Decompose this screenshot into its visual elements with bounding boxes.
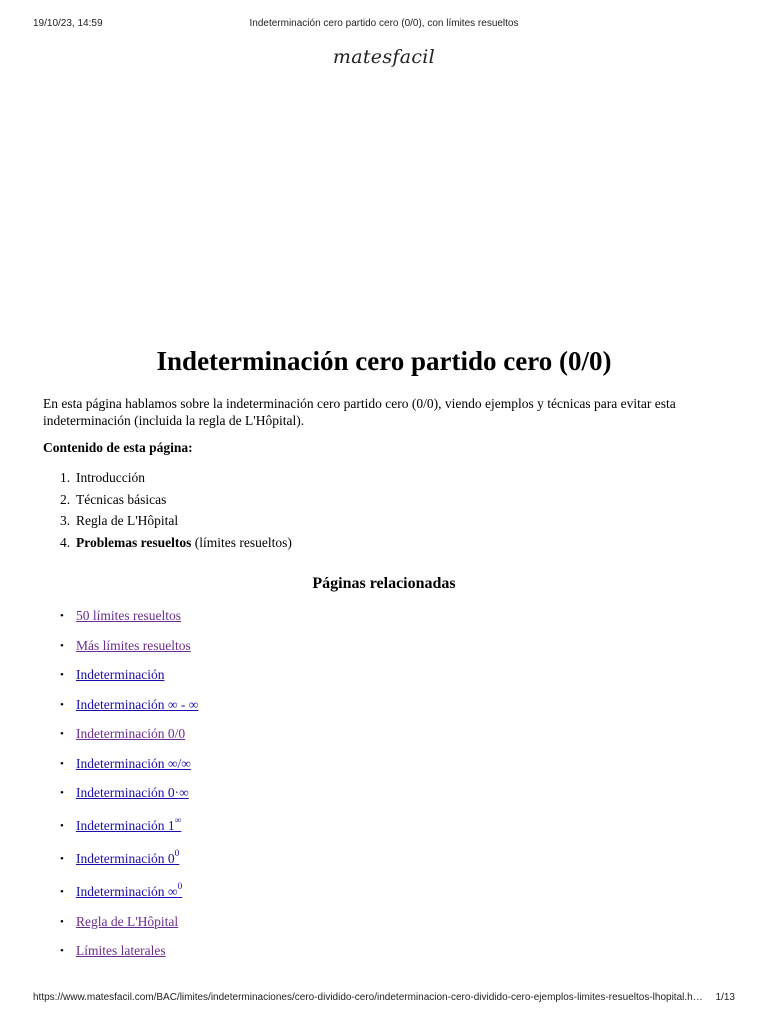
site-logo[interactable]: matesfacil bbox=[332, 46, 436, 68]
bullet-icon: • bbox=[60, 639, 64, 652]
related-page-item bbox=[60, 725, 185, 743]
print-page-number: 1/13 bbox=[715, 992, 735, 1003]
related-page-item bbox=[60, 607, 181, 625]
related-link-text: Más límites resueltos bbox=[76, 637, 191, 653]
bullet-icon: • bbox=[60, 757, 64, 770]
toc-label[interactable]: Regla de L'Hôpital bbox=[76, 513, 179, 528]
related-link-text: Límites laterales bbox=[76, 943, 166, 958]
toc-number: 2. bbox=[60, 491, 71, 507]
related-page-item bbox=[60, 913, 178, 931]
bullet-icon: • bbox=[60, 820, 64, 832]
related-link-text: Indeterminación 0 bbox=[76, 851, 175, 866]
toc-number: 1. bbox=[60, 470, 71, 485]
related-page-link[interactable] bbox=[76, 943, 166, 958]
related-page-link[interactable] bbox=[76, 914, 178, 929]
bullet-icon: • bbox=[60, 945, 64, 957]
print-header bbox=[0, 18, 768, 32]
print-url: https://www.matesfacil.com/BAC/limites/indeterminaciones/cero-dividido-cero/indeterminacion-cero-dividido-cero-ejemplos-limites-resueltos-lhopital.h… bbox=[33, 992, 703, 1003]
related-link-superscript: ∞ bbox=[174, 816, 182, 826]
related-link-text: 50 límites resueltos bbox=[76, 608, 181, 623]
related-link-text: Indeterminación ∞/∞ bbox=[76, 755, 191, 771]
related-page-link[interactable] bbox=[76, 608, 181, 623]
related-page-item bbox=[60, 883, 182, 901]
toc-item-lhopital[interactable] bbox=[60, 513, 292, 535]
print-footer bbox=[0, 992, 768, 1006]
print-page-title: Indeterminación cero partido cero (0/0), con límites resueltos bbox=[249, 18, 519, 29]
toc-number: 3. bbox=[60, 513, 71, 528]
bullet-icon: • bbox=[60, 610, 64, 622]
related-page-item bbox=[60, 942, 166, 960]
bullet-icon: • bbox=[60, 698, 64, 711]
related-link-superscript: 0 bbox=[174, 849, 180, 859]
related-page-link[interactable] bbox=[76, 818, 181, 833]
toc-number: 4. bbox=[60, 534, 71, 550]
bullet-icon: • bbox=[60, 886, 64, 898]
related-page-link[interactable] bbox=[76, 785, 189, 800]
related-page-item bbox=[60, 666, 164, 684]
related-pages-heading: Páginas relacionadas bbox=[312, 575, 456, 592]
related-page-link[interactable] bbox=[76, 756, 191, 771]
print-date: 19/10/23, 14:59 bbox=[33, 18, 103, 29]
related-page-link[interactable] bbox=[76, 884, 182, 899]
related-link-text: Indeterminación ∞ bbox=[76, 884, 178, 899]
page-title: Indeterminación cero partido cero (0/0) bbox=[156, 346, 612, 376]
related-link-text: Indeterminación 0/0 bbox=[76, 726, 186, 741]
bullet-icon: • bbox=[60, 915, 64, 928]
related-link-text: Regla de L'Hôpital bbox=[76, 913, 179, 929]
toc-item-tecnicas[interactable] bbox=[60, 492, 292, 514]
related-page-item bbox=[60, 696, 198, 714]
related-page-link[interactable] bbox=[76, 697, 198, 712]
toc-label[interactable]: Técnicas básicas bbox=[76, 491, 167, 507]
related-page-link[interactable] bbox=[76, 638, 191, 653]
toc-label[interactable]: Problemas resueltos bbox=[76, 534, 192, 550]
bullet-icon: • bbox=[60, 669, 64, 681]
bullet-icon: • bbox=[60, 787, 64, 799]
related-page-item bbox=[60, 784, 189, 802]
related-page-item bbox=[60, 755, 191, 773]
toc-label[interactable]: Introducción bbox=[76, 470, 145, 485]
related-page-item bbox=[60, 850, 179, 868]
related-page-link[interactable] bbox=[76, 851, 179, 866]
toc-suffix: (límites resueltos) bbox=[191, 534, 292, 550]
related-link-text: Indeterminación bbox=[76, 667, 165, 682]
related-page-link[interactable] bbox=[76, 667, 164, 682]
related-page-item bbox=[60, 817, 181, 835]
intro-paragraph: En esta página hablamos sobre la indeterminación cero partido cero (0/0), viendo ejemplos y técnicas para evitar esta indeterminación (incluida la regla de L'Hôpital). bbox=[43, 396, 676, 428]
related-link-superscript: 0 bbox=[177, 882, 183, 892]
related-link-text: Indeterminación 0·∞ bbox=[76, 785, 189, 800]
bullet-icon: • bbox=[60, 853, 64, 865]
related-link-text: Indeterminación 1 bbox=[76, 818, 175, 833]
toc-item-introduccion[interactable] bbox=[60, 470, 292, 492]
contents-heading: Contenido de esta página: bbox=[43, 440, 193, 455]
related-page-item bbox=[60, 637, 191, 655]
related-page-link[interactable] bbox=[76, 726, 185, 741]
bullet-icon: • bbox=[60, 728, 64, 740]
related-link-text: Indeterminación ∞ - ∞ bbox=[76, 696, 199, 712]
table-of-contents bbox=[60, 470, 292, 556]
toc-item-problemas[interactable] bbox=[60, 535, 292, 557]
